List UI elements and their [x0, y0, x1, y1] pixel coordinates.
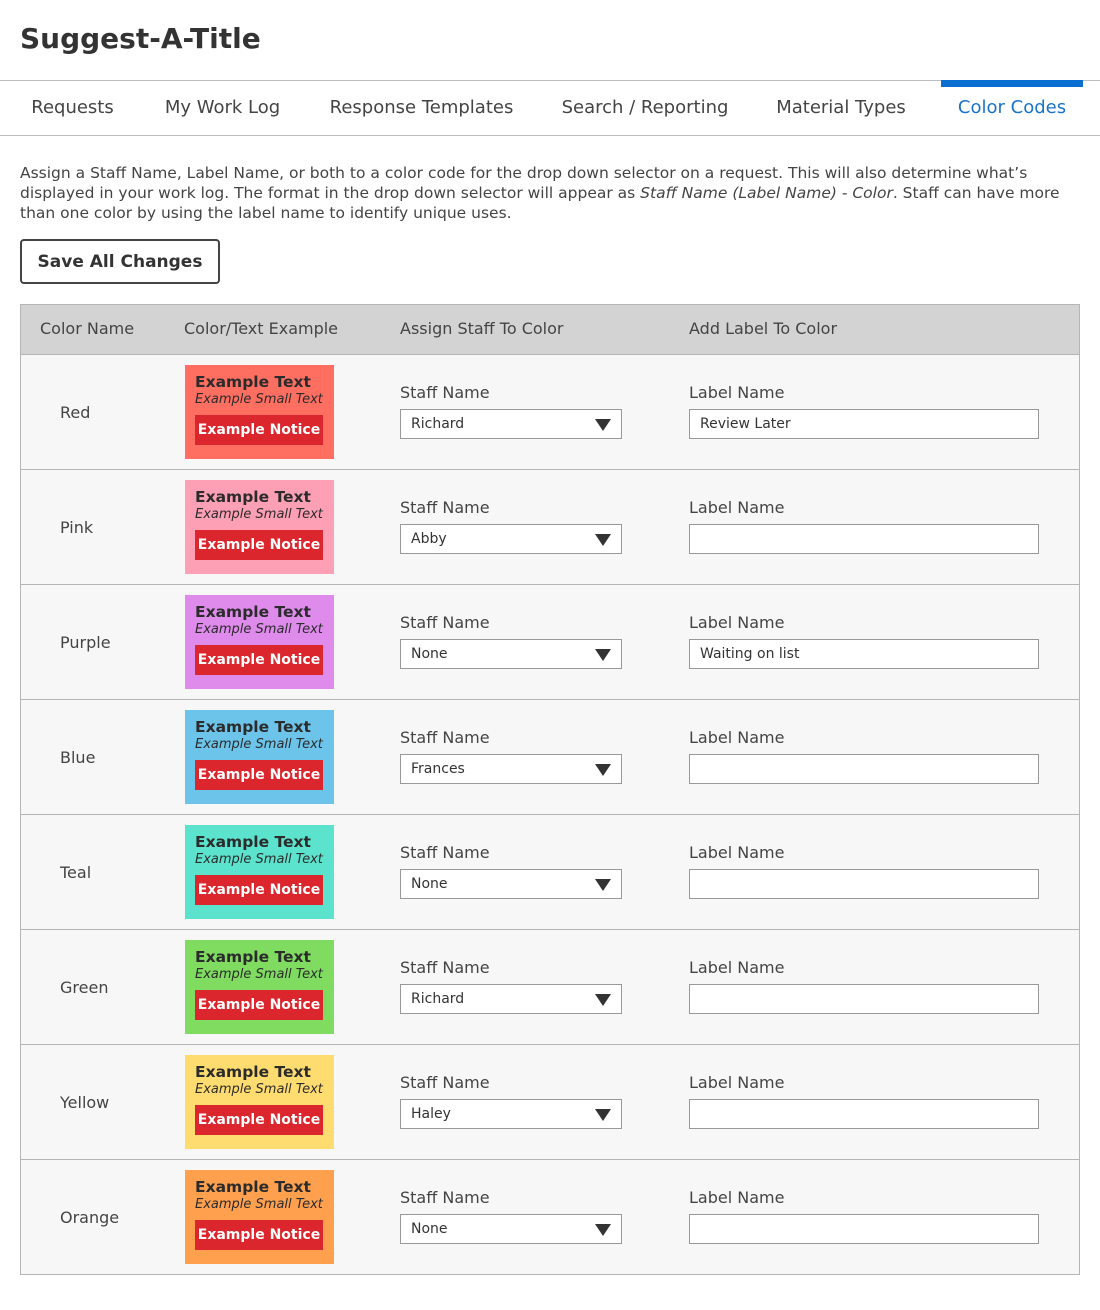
staff-name-select[interactable]	[400, 1099, 622, 1129]
color-swatch	[185, 1170, 334, 1264]
example-text: Example Text	[195, 1063, 311, 1081]
example-notice: Example Notice	[195, 1220, 323, 1250]
color-name: Red	[60, 403, 91, 422]
staff-name-label: Staff Name	[400, 498, 490, 517]
staff-name-value: None	[411, 1221, 448, 1237]
example-text: Example Text	[195, 833, 311, 851]
table-row	[21, 1045, 1079, 1160]
header-color-text-example: Color/Text Example	[184, 319, 339, 338]
staff-name-label: Staff Name	[400, 383, 490, 402]
table-row	[21, 585, 1079, 700]
example-text: Example Text	[195, 488, 311, 506]
label-name-label: Label Name	[689, 728, 785, 747]
label-name-label: Label Name	[689, 1073, 785, 1092]
table-row	[21, 1160, 1079, 1274]
tab-response-templates[interactable]: Response Templates	[329, 97, 514, 118]
staff-name-select[interactable]	[400, 639, 622, 669]
label-name-input[interactable]	[689, 1099, 1039, 1129]
color-swatch	[185, 825, 334, 919]
color-swatch	[185, 480, 334, 574]
tab-material-types[interactable]: Material Types	[776, 97, 906, 118]
example-small-text: Example Small Text	[195, 622, 323, 637]
example-text: Example Text	[195, 603, 311, 621]
label-name-input[interactable]	[689, 639, 1039, 669]
label-name-label: Label Name	[689, 383, 785, 402]
staff-name-value: Frances	[411, 761, 465, 777]
example-small-text: Example Small Text	[195, 1082, 323, 1097]
staff-name-select[interactable]	[400, 409, 622, 439]
example-text: Example Text	[195, 373, 311, 391]
example-notice: Example Notice	[195, 1105, 323, 1135]
staff-name-value: None	[411, 646, 448, 662]
tab-bar	[0, 81, 1100, 136]
example-small-text: Example Small Text	[195, 852, 323, 867]
intro-format: Staff Name (Label Name) - Color	[640, 184, 893, 202]
example-notice: Example Notice	[195, 990, 323, 1020]
staff-name-value: Haley	[411, 1106, 451, 1122]
example-text: Example Text	[195, 1178, 311, 1196]
label-name-label: Label Name	[689, 1188, 785, 1207]
example-small-text: Example Small Text	[195, 392, 323, 407]
intro-text	[20, 163, 1080, 223]
tab-my-work-log[interactable]: My Work Log	[164, 97, 281, 118]
label-name-input[interactable]	[689, 1214, 1039, 1244]
color-name: Blue	[60, 748, 96, 767]
color-swatch	[185, 710, 334, 804]
example-text: Example Text	[195, 718, 311, 736]
example-small-text: Example Small Text	[195, 967, 323, 982]
table-row	[21, 355, 1079, 470]
chevron-down-icon	[595, 649, 611, 661]
color-name: Teal	[60, 863, 92, 882]
staff-name-label: Staff Name	[400, 1073, 490, 1092]
intro-part-2: . Staff can have more than one color by using the label name to identify unique uses.	[20, 184, 1060, 222]
label-name-input[interactable]	[689, 409, 1039, 439]
staff-name-select[interactable]	[400, 869, 622, 899]
example-notice: Example Notice	[195, 415, 323, 445]
example-notice: Example Notice	[195, 645, 323, 675]
example-small-text: Example Small Text	[195, 737, 323, 752]
chevron-down-icon	[595, 534, 611, 546]
label-name-input[interactable]	[689, 869, 1039, 899]
header-color-name: Color Name	[40, 319, 135, 338]
staff-name-label: Staff Name	[400, 613, 490, 632]
color-codes-table	[20, 304, 1080, 1275]
header-assign-staff: Assign Staff To Color	[400, 319, 564, 338]
color-name: Green	[60, 978, 109, 997]
table-row	[21, 930, 1079, 1045]
table-row	[21, 815, 1079, 930]
staff-name-label: Staff Name	[400, 958, 490, 977]
color-name: Pink	[60, 518, 94, 537]
example-notice: Example Notice	[195, 530, 323, 560]
label-name-input[interactable]	[689, 754, 1039, 784]
staff-name-value: Abby	[411, 531, 447, 547]
example-notice: Example Notice	[195, 760, 323, 790]
staff-name-select[interactable]	[400, 754, 622, 784]
label-name-input[interactable]	[689, 984, 1039, 1014]
color-swatch	[185, 365, 334, 459]
tab-requests[interactable]: Requests	[31, 97, 114, 118]
tab-search-reporting[interactable]: Search / Reporting	[561, 97, 729, 118]
color-swatch	[185, 1055, 334, 1149]
table-row	[21, 700, 1079, 815]
chevron-down-icon	[595, 994, 611, 1006]
example-notice: Example Notice	[195, 875, 323, 905]
app-header	[0, 0, 1100, 81]
tab-color-codes[interactable]: Color Codes	[941, 80, 1083, 134]
staff-name-label: Staff Name	[400, 1188, 490, 1207]
staff-name-label: Staff Name	[400, 728, 490, 747]
header-add-label: Add Label To Color	[689, 319, 838, 338]
color-name: Yellow	[60, 1093, 110, 1112]
chevron-down-icon	[595, 1109, 611, 1121]
label-name-label: Label Name	[689, 613, 785, 632]
staff-name-select[interactable]	[400, 1214, 622, 1244]
intro-part-1: Assign a Staff Name, Label Name, or both to a color code for the drop down selector on a request. This will also determine what’s displayed in your work log. The format in the drop down selector will appear as	[20, 164, 1028, 202]
staff-name-value: Richard	[411, 416, 465, 432]
save-all-changes-button[interactable]: Save All Changes	[20, 239, 220, 284]
label-name-label: Label Name	[689, 498, 785, 517]
staff-name-label: Staff Name	[400, 843, 490, 862]
example-small-text: Example Small Text	[195, 1197, 323, 1212]
table-row	[21, 470, 1079, 585]
color-name: Purple	[60, 633, 111, 652]
label-name-input[interactable]	[689, 524, 1039, 554]
label-name-label: Label Name	[689, 958, 785, 977]
chevron-down-icon	[595, 1224, 611, 1236]
label-name-label: Label Name	[689, 843, 785, 862]
table-header	[21, 305, 1079, 355]
example-text: Example Text	[195, 948, 311, 966]
app-title: Suggest-A-Title	[20, 22, 261, 55]
staff-name-value: None	[411, 876, 448, 892]
color-name: Orange	[60, 1208, 120, 1227]
staff-name-select[interactable]	[400, 524, 622, 554]
chevron-down-icon	[595, 419, 611, 431]
color-swatch	[185, 940, 334, 1034]
staff-name-select[interactable]	[400, 984, 622, 1014]
example-small-text: Example Small Text	[195, 507, 323, 522]
chevron-down-icon	[595, 764, 611, 776]
staff-name-value: Richard	[411, 991, 465, 1007]
color-swatch	[185, 595, 334, 689]
table-body	[21, 355, 1079, 1274]
chevron-down-icon	[595, 879, 611, 891]
